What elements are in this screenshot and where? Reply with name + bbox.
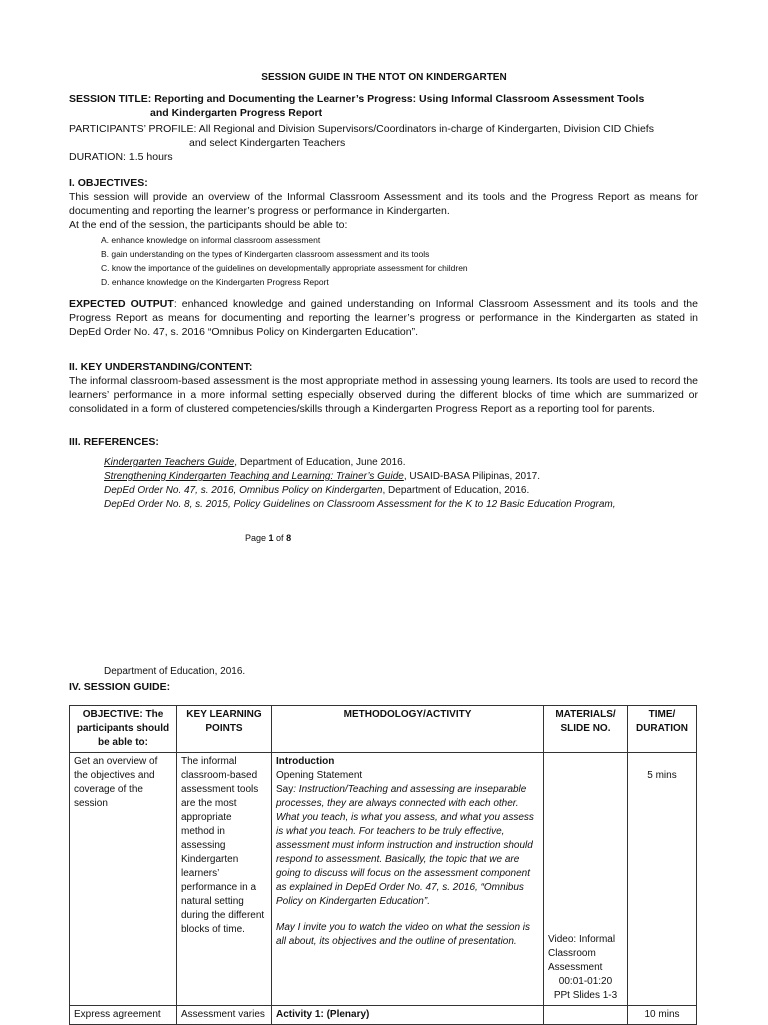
objective-item-a: A. enhance knowledge on informal classroom assessment <box>101 235 321 245</box>
header-materials: MATERIALS/ SLIDE NO. <box>544 706 628 753</box>
row1-materials-slides: PPt Slides 1-3 <box>553 990 618 1001</box>
row2-activity: Activity 1: (Plenary) <box>272 1006 544 1025</box>
objective-item-c: C. know the importance of the guidelines on developmentally appropriate assessment for children <box>101 263 468 273</box>
participants-line-2: and select Kindergarten Teachers <box>189 137 346 149</box>
table-row <box>70 1006 697 1025</box>
participants-label: PARTICIPANTS’ PROFILE: <box>69 123 197 135</box>
session-title-label: SESSION TITLE: <box>69 93 152 105</box>
session-title-line-2: and Kindergarten Progress Report <box>150 107 323 119</box>
objective-item-b: B. gain understanding on the types of Kindergarten classroom assessment and its tools <box>101 249 430 259</box>
row2-objective: Express agreement <box>70 1006 177 1025</box>
row1-objective: Get an overview of the objectives and coverage of the session <box>70 753 177 1006</box>
objective-item-d: D. enhance knowledge on the Kindergarten Progress Report <box>101 277 329 287</box>
expected-output-label: EXPECTED OUTPUT <box>69 298 174 310</box>
session-guide-heading: IV. SESSION GUIDE: <box>69 681 171 693</box>
row1-materials <box>544 753 628 1006</box>
expected-output <box>69 297 698 339</box>
row1-say-text: : Instruction/Teaching and assessing are inseparable processes, they are always connected with each other. What you teach, is what you assess, and what you assess is what you teach. For teachers to be truly effective, assessment must inform instruction and instruction should respond to assessment. Basically, the topic that we are going to discuss will focus on the assessment component as explained in DepEd Order No. 47, s. 2016, “Omnibus Policy on Kindergarten Education”. <box>276 784 534 907</box>
objectives-paragraph: This session will provide an overview of the Informal Classroom Assessment and its tools and the Progress Report as means for documenting and reporting the learner’s progress or performance in Kindergarten. <box>69 191 698 217</box>
table-row <box>70 753 697 1006</box>
row1-intro-label: Introduction <box>276 756 335 767</box>
table-header-row <box>70 706 697 753</box>
reference-1-rest: , Department of Education, June 2016. <box>234 457 406 468</box>
row2-key-points: Assessment varies <box>177 1006 272 1025</box>
reference-1-title: Kindergarten Teachers Guide <box>104 457 235 468</box>
reference-3 <box>104 484 529 498</box>
page-current: 1 <box>268 533 274 543</box>
row1-say <box>276 783 539 909</box>
row1-materials-timestamp: 00:01-01:20 <box>558 976 613 987</box>
row1-say-label: Say <box>276 784 294 795</box>
objectives-lead: At the end of the session, the participants should be able to: <box>69 219 348 231</box>
row2-time: 10 mins <box>628 1006 697 1025</box>
reference-2-title: Strengthening Kindergarten Teaching and Learning: Trainer’s Guide <box>104 471 404 482</box>
key-understanding-heading: II. KEY UNDERSTANDING/CONTENT: <box>69 361 253 373</box>
reference-4 <box>104 498 616 512</box>
row1-opening-statement: Opening Statement <box>276 770 363 781</box>
session-guide-table <box>69 705 697 1025</box>
reference-4-continued: Department of Education, 2016. <box>104 666 246 677</box>
page-total: 8 <box>286 533 292 543</box>
objectives-heading: I. OBJECTIVES: <box>69 177 148 189</box>
participants-profile <box>69 122 729 136</box>
duration: DURATION: 1.5 hours <box>69 151 173 163</box>
reference-4-text: DepEd Order No. 8, s. 2015, Policy Guidelines on Classroom Assessment for the K to 12 Basic Education Program, <box>104 499 616 510</box>
header-time: TIME/ DURATION <box>628 706 697 753</box>
page-prefix: Page <box>245 533 269 543</box>
document-title: SESSION GUIDE IN THE NTOT ON KINDERGARTEN <box>261 72 507 83</box>
reference-2 <box>104 470 540 484</box>
page-of: of <box>273 533 287 543</box>
key-understanding-paragraph: The informal classroom-based assessment is the most appropriate method in assessing young learners. Its tools are used to record the learners’ performance in a more informal setting especially observed during the different blocks of time which are summarized or consolidated in a form of clustered competencies/skills through a Kindergarten Progress Report as a reporting tool for parents. <box>69 375 698 415</box>
row1-invite: May I invite you to watch the video on what the session is all about, its objectives and the outline of presentation. <box>276 922 531 947</box>
reference-2-rest: , USAID-BASA Pilipinas, 2017. <box>403 471 541 482</box>
page-number <box>245 531 291 545</box>
header-objective: OBJECTIVE: The participants should be able to: <box>70 706 177 753</box>
row1-methodology <box>272 753 544 1006</box>
row1-key-points: The informal classroom-based assessment tools are the most appropriate method in assessing Kindergarten learners’ performance in a natural setting during the different blocks of time. <box>177 753 272 1006</box>
reference-1 <box>104 456 406 470</box>
reference-3-title: DepEd Order No. 47, s. 2016, Omnibus Policy on Kindergarten <box>104 485 383 496</box>
header-key-learning-points: KEY LEARNING POINTS <box>177 706 272 753</box>
header-methodology: METHODOLOGY/ACTIVITY <box>272 706 544 753</box>
expected-output-text: : enhanced knowledge and gained understanding on Informal Classroom Assessment and its tools and the Progress Report as means for documenting and reporting the learner’s progress or performance in the Kindergarten as stated in DepEd Order No. 47, s. 2016 “Omnibus Policy on Kindergarten Education”. <box>69 298 698 338</box>
row1-time-value: 5 mins <box>647 770 677 781</box>
row1-materials-video: Video: Informal Classroom Assessment <box>548 934 616 973</box>
references-heading: III. REFERENCES: <box>69 436 159 448</box>
session-title-line-1: Reporting and Documenting the Learner’s Progress: Using Informal Classroom Assessment Tools <box>154 93 645 105</box>
row1-time <box>628 753 697 1006</box>
participants-line-1: All Regional and Division Supervisors/Coordinators in-charge of Kindergarten, Division CID Chiefs <box>198 123 654 135</box>
row2-materials <box>544 1006 628 1025</box>
reference-3-rest: , Department of Education, 2016. <box>382 485 530 496</box>
session-title <box>69 92 709 106</box>
